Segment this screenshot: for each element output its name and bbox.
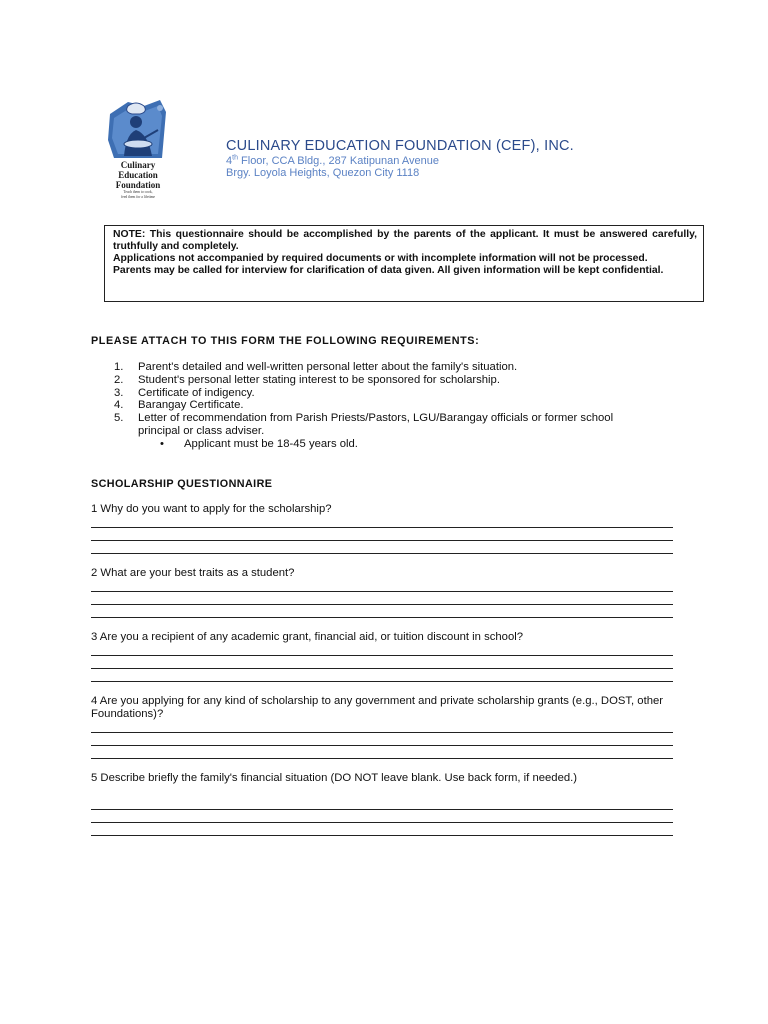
logo-text-line: Education xyxy=(118,170,158,180)
list-item-text: Letter of recommendation from Parish Priests/Pastors, LGU/Barangay officials or former school principal or class adviser. xyxy=(138,412,614,437)
answer-line[interactable] xyxy=(91,822,673,823)
list-item xyxy=(114,361,674,374)
age-requirement xyxy=(160,438,358,450)
answer-line[interactable] xyxy=(91,732,673,733)
list-item-text: Parent's detailed and well-written personal letter about the family's situation. xyxy=(138,361,518,373)
answer-line[interactable] xyxy=(91,681,673,682)
list-item-number: 1. xyxy=(114,361,124,373)
list-item-number: 2. xyxy=(114,373,124,386)
answer-line[interactable] xyxy=(91,809,673,810)
requirements-heading: PLEASE ATTACH TO THIS FORM THE FOLLOWING REQUIREMENTS: xyxy=(91,335,480,347)
note-paragraph: Applications not accompanied by required documents or with incomplete information will not be processed. xyxy=(113,252,648,264)
answer-line[interactable] xyxy=(91,835,673,836)
list-item xyxy=(114,399,674,412)
list-item-text: Barangay Certificate. xyxy=(138,399,244,412)
chef-emblem-icon xyxy=(108,100,168,160)
list-item xyxy=(114,412,674,438)
note-box xyxy=(104,225,704,302)
list-item-number: 4. xyxy=(114,399,124,412)
answer-line[interactable] xyxy=(91,553,673,554)
list-item-text: Student's personal letter stating interest to be sponsored for scholarship. xyxy=(138,373,500,386)
question-1: 1 Why do you want to apply for the scholarship? xyxy=(91,503,332,515)
question-5: 5 Describe briefly the family's financial situation (DO NOT leave blank. Use back form, if needed.) xyxy=(91,772,578,784)
answer-line[interactable] xyxy=(91,758,673,759)
address-line-1 xyxy=(226,155,439,167)
requirements-list xyxy=(114,361,674,438)
list-item-number: 3. xyxy=(114,386,124,399)
logo-tagline: Teach them to cook, xyxy=(123,190,153,194)
address-line-2: Brgy. Loyola Heights, Quezon City 1118 xyxy=(226,167,420,179)
list-item-number: 5. xyxy=(114,412,124,425)
note-paragraph: Parents may be called for interview for clarification of data given. All given information will be kept confidential. xyxy=(113,264,664,276)
logo-tagline: feed them for a lifetime xyxy=(121,194,155,199)
logo-text-line: Culinary xyxy=(120,160,156,170)
logo-wordmark xyxy=(108,160,168,199)
address-floor-suffix: th xyxy=(232,154,238,162)
answer-line[interactable] xyxy=(91,604,673,605)
answer-line[interactable] xyxy=(91,617,673,618)
question-2: 2 What are your best traits as a student? xyxy=(91,567,295,579)
answer-line[interactable] xyxy=(91,540,673,541)
answer-line[interactable] xyxy=(91,745,673,746)
question-3: 3 Are you a recipient of any academic grant, financial aid, or tuition discount in school? xyxy=(91,631,524,643)
address-street: Floor, CCA Bldg., 287 Katipunan Avenue xyxy=(237,155,439,167)
organization-name: CULINARY EDUCATION FOUNDATION (CEF), INC. xyxy=(226,138,574,154)
list-item xyxy=(114,374,674,387)
logo-text-line: Foundation xyxy=(115,180,161,190)
bullet-icon: • xyxy=(160,438,164,450)
note-paragraph: NOTE: This questionnaire should be accomplished by the parents of the applicant. It must be answered carefully, truthfully and completely. xyxy=(113,229,697,252)
question-4: 4 Are you applying for any kind of scholarship to any government and private scholarship grants (e.g., DOST, other Foundations)? xyxy=(91,695,664,720)
age-requirement-text: Applicant must be 18-45 years old. xyxy=(184,438,358,450)
list-item-text: Certificate of indigency. xyxy=(138,386,255,399)
answer-line[interactable] xyxy=(91,591,673,592)
address-floor-number: 4 xyxy=(226,155,233,167)
answer-line[interactable] xyxy=(91,655,673,656)
questionnaire-heading: SCHOLARSHIP QUESTIONNAIRE xyxy=(91,478,273,490)
answer-line[interactable] xyxy=(91,527,673,528)
list-item xyxy=(114,387,674,400)
answer-line[interactable] xyxy=(91,668,673,669)
